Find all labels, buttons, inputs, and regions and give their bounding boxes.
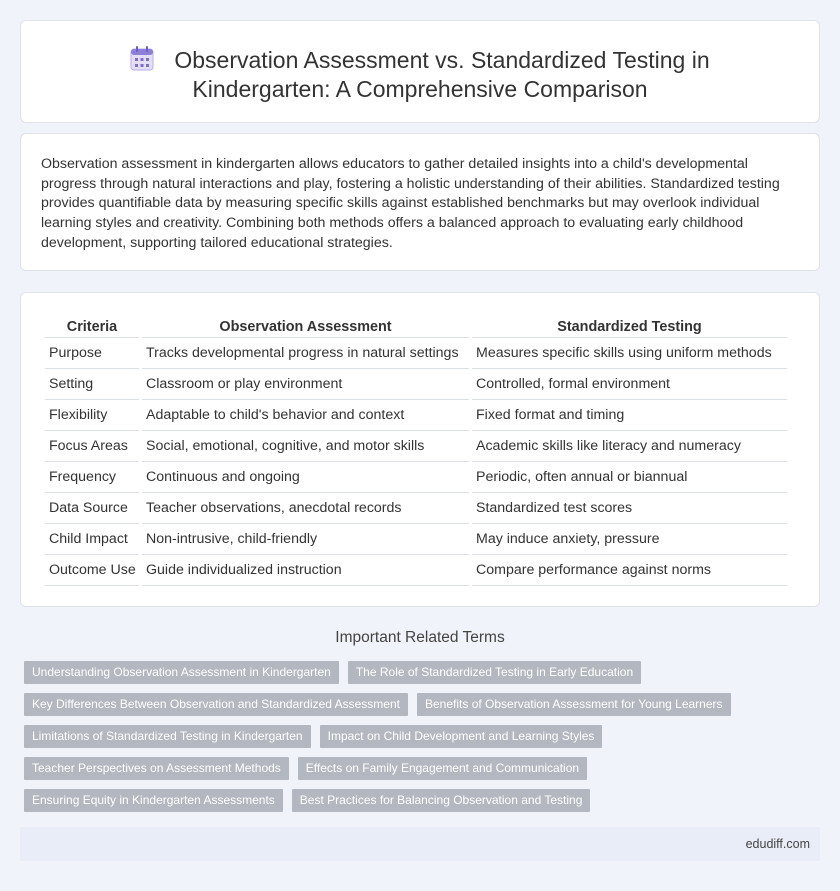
related-terms-title: Important Related Terms [335,629,505,646]
page-title [21,45,819,104]
standardized-cell: Fixed format and timing [472,400,787,431]
criteria-cell: Flexibility [45,400,139,431]
standardized-cell: May induce anxiety, pressure [472,524,787,555]
table-header-row [45,316,787,338]
footer [20,827,820,861]
table-row [45,462,787,493]
criteria-cell: Data Source [45,493,139,524]
comparison-card [20,292,820,607]
tag-row [24,693,731,716]
criteria-cell: Child Impact [45,524,139,555]
observation-cell: Adaptable to child's behavior and context [142,400,469,431]
related-term-link[interactable]: The Role of Standardized Testing in Early Education [348,661,641,684]
related-term-link[interactable]: Best Practices for Balancing Observation and Testing [292,789,591,812]
header-standardized: Standardized Testing [472,316,787,338]
title-line-1: Observation Assessment vs. Standardized Testing in [174,47,710,73]
header-observation: Observation Assessment [142,316,469,338]
criteria-cell: Frequency [45,462,139,493]
standardized-cell: Controlled, formal environment [472,369,787,400]
related-term-link[interactable]: Limitations of Standardized Testing in Kindergarten [24,725,311,748]
summary-card [20,133,820,271]
tag-row [24,757,587,780]
standardized-cell: Compare performance against norms [472,555,787,586]
comparison-table [42,316,790,586]
criteria-cell: Outcome Use [45,555,139,586]
observation-cell: Teacher observations, anecdotal records [142,493,469,524]
standardized-cell: Measures specific skills using uniform methods [472,338,787,369]
observation-cell: Guide individualized instruction [142,555,469,586]
related-term-link[interactable]: Ensuring Equity in Kindergarten Assessments [24,789,283,812]
table-row [45,369,787,400]
header-criteria: Criteria [45,316,139,338]
observation-cell: Non-intrusive, child-friendly [142,524,469,555]
related-term-link[interactable]: Understanding Observation Assessment in Kindergarten [24,661,339,684]
observation-cell: Tracks developmental progress in natural settings [142,338,469,369]
related-term-link[interactable]: Impact on Child Development and Learning Styles [320,725,603,748]
observation-cell: Continuous and ongoing [142,462,469,493]
related-term-link[interactable]: Benefits of Observation Assessment for Young Learners [417,693,731,716]
related-term-link[interactable]: Key Differences Between Observation and Standardized Assessment [24,693,408,716]
table-row [45,338,787,369]
table-row [45,431,787,462]
title-card [20,20,820,123]
criteria-cell: Setting [45,369,139,400]
observation-cell: Classroom or play environment [142,369,469,400]
related-term-link[interactable]: Effects on Family Engagement and Communication [298,757,587,780]
tag-row [24,789,590,812]
observation-cell: Social, emotional, cognitive, and motor skills [142,431,469,462]
standardized-cell: Periodic, often annual or biannual [472,462,787,493]
standardized-cell: Academic skills like literacy and numeracy [472,431,787,462]
title-line-2: Kindergarten: A Comprehensive Comparison [192,76,648,102]
criteria-cell: Purpose [45,338,139,369]
table-row [45,493,787,524]
related-term-link[interactable]: Teacher Perspectives on Assessment Methods [24,757,289,780]
summary-text: Observation assessment in kindergarten allows educators to gather detailed insights into a child's developmental progress through natural interactions and play, fostering a holistic understanding of their abilities. Standardized testing provides quantifiable data by measuring specific skills against established benchmarks but may overlook individual learning styles and creativity. Combining both methods offers a balanced approach to evaluating early childhood development, supporting tailored educational strategies. [41,156,780,251]
table-row [45,400,787,431]
tag-row [24,725,602,748]
table-row [45,524,787,555]
standardized-cell: Standardized test scores [472,493,787,524]
tag-row [24,661,641,684]
criteria-cell: Focus Areas [45,431,139,462]
footer-site-link[interactable]: edudiff.com [745,837,810,851]
calendar-icon [130,45,154,71]
table-row [45,555,787,586]
